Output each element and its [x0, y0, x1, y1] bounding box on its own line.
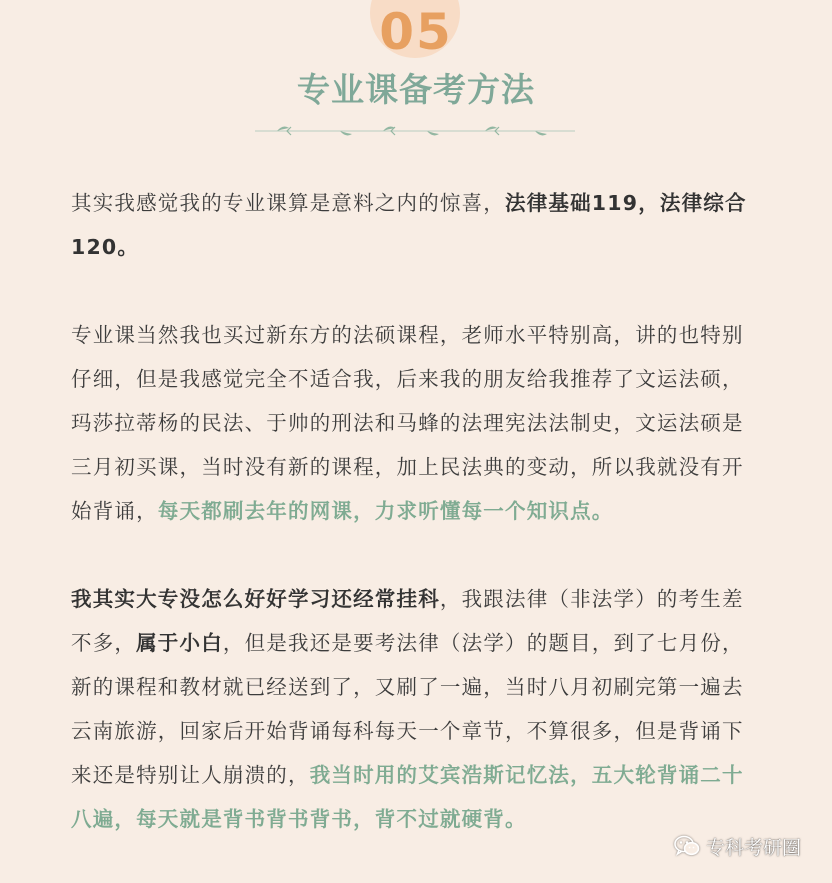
paragraph-scores [71, 181, 751, 269]
paragraph-courses [71, 313, 751, 533]
watermark [674, 832, 801, 860]
paragraph-text: ，但是我还是要考法律（法学）的题目，到了七月份，新的课程和教材就已经送到了，又刷了一遍，当时八月初刷完第一遍去云南旅游，回家后开始背诵每科每天一个章节，不算很多，但是背诵下来还是特别让人崩溃的， [71, 631, 744, 787]
paragraph-text: ，我跟法律（非法学）的考生差不多， [71, 587, 744, 655]
leaf-divider [255, 121, 575, 141]
study-method-highlight: 每天都刷去年的网课，力求听懂每一个知识点。 [157, 499, 614, 523]
watermark-text: 专科考研圈 [706, 836, 802, 859]
paragraph-memorization [71, 577, 751, 841]
paragraph-text: 其实我感觉我的专业课算是意料之内的惊喜， [71, 191, 505, 215]
section-number: 05 [379, 3, 453, 61]
memory-method-highlight: 我当时用的艾宾浩斯记忆法，五大轮背诵二十八遍，每天就是背书背书背书，背不过就硬背。 [71, 763, 744, 831]
scores-highlight: 法律基础119，法律综合120。 [71, 191, 747, 259]
article-body [71, 181, 751, 841]
background-highlight: 我其实大专没怎么好好学习还经常挂科 [71, 587, 440, 611]
section-title: 专业课备考方法 [297, 70, 535, 109]
paragraph-text: 专业课当然我也买过新东方的法硕课程，老师水平特别高，讲的也特别仔细，但是我感觉完全不适合我，后来我的朋友给我推荐了文运法硕，玛莎拉蒂杨的民法、于帅的刑法和马蜂的法理宪法法制史，文运法硕是三月初买课，当时没有新的课程，加上民法典的变动，所以我就没有开始背诵， [71, 323, 744, 523]
wechat-icon [674, 835, 700, 857]
beginner-highlight: 属于小白 [136, 631, 223, 655]
